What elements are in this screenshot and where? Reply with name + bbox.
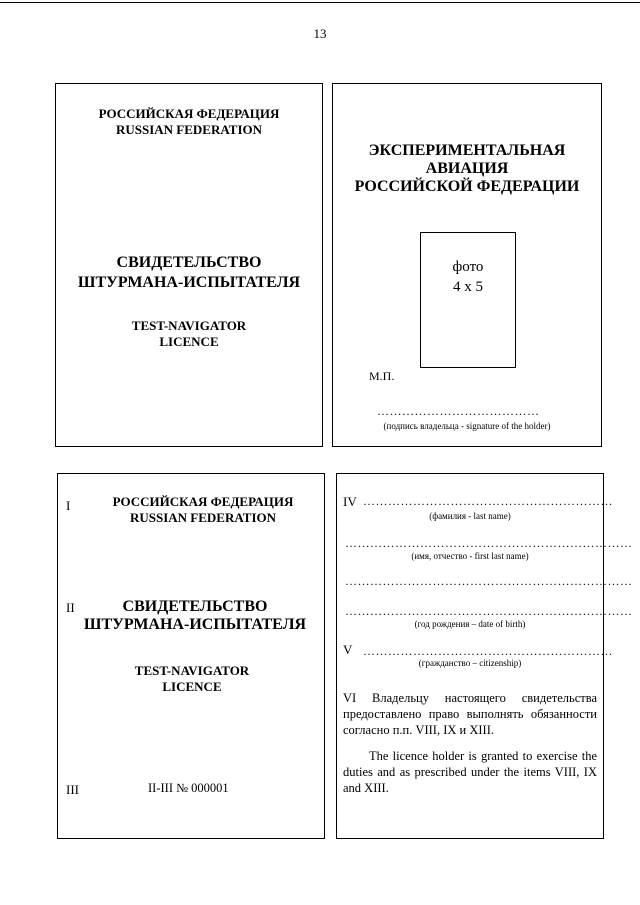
title-en-line2: LICENCE [159, 334, 219, 349]
roman-vi: VI [343, 691, 357, 705]
title-ru-line1: СВИДЕТЕЛЬСТВО [116, 254, 262, 271]
country-en: RUSSIAN FEDERATION [129, 510, 277, 525]
lastname-caption: (фамилия - last name) [429, 511, 511, 521]
signature-caption: (подпись владельца - signature of the holder) [383, 421, 551, 431]
country-ru: РОССИЙСКАЯ ФЕДЕРАЦИЯ [112, 494, 294, 509]
title-ru-line1: СВИДЕТЕЛЬСТВО [122, 598, 268, 615]
roman-v: V [343, 642, 353, 657]
heading-line2: АВИАЦИЯ [425, 160, 509, 177]
heading-line3: РОССИЙСКОЙ ФЕДЕРАЦИИ [354, 178, 580, 195]
stamp-label: М.П. [369, 369, 395, 383]
rights-ru-text: Владельцу настоящего свидетельства предоставлено право выполнять обязанности согласно п.п. VIII, IX и XIII. [343, 691, 597, 737]
extra-line: …………………………………………………………… [345, 574, 633, 588]
photo-size: 4 х 5 [453, 279, 483, 295]
licence-number: II-III № 000001 [148, 781, 229, 795]
lastname-line: …………………………………………………… [363, 494, 613, 508]
cover-panel [55, 83, 323, 447]
page-number: 13 [313, 26, 327, 41]
rights-ru [343, 690, 597, 738]
title-ru-line2: ШТУРМАНА-ИСПЫТАТЕЛЯ [83, 616, 307, 633]
firstname-line: …………………………………………………………… [345, 536, 633, 550]
country-ru: РОССИЙСКАЯ ФЕДЕРАЦИЯ [98, 106, 280, 121]
top-rule [0, 2, 640, 3]
roman-ii: II [66, 600, 75, 615]
title-ru-line2: ШТУРМАНА-ИСПЫТАТЕЛЯ [77, 274, 301, 291]
photo-label: фото [452, 259, 484, 275]
citizenship-caption: (гражданство – citizenship) [418, 658, 522, 668]
dob-line: …………………………………………………………… [345, 604, 633, 618]
title-panel [57, 473, 325, 839]
dob-caption: (год рождения – date of birth) [414, 619, 526, 629]
roman-iv: IV [343, 494, 357, 509]
holder-panel [336, 473, 633, 839]
title-en-line2: LICENCE [162, 679, 222, 694]
roman-i: I [66, 498, 71, 513]
rights-en: The licence holder is granted to exercise the duties and as prescribed under the items VIII, IX and XIII. [343, 749, 597, 795]
citizenship-line: …………………………………………………… [363, 644, 613, 658]
photo-panel [332, 83, 602, 447]
firstname-caption: (имя, отчество - first last name) [411, 551, 529, 561]
roman-iii: III [66, 782, 79, 797]
photo-box [420, 232, 516, 368]
signature-line: ………………………………… [377, 404, 540, 418]
title-en-line1: TEST-NAVIGATOR [134, 663, 250, 678]
heading-line1: ЭКСПЕРИМЕНТАЛЬНАЯ [368, 142, 566, 159]
title-en-line1: TEST-NAVIGATOR [131, 318, 247, 333]
country-en: RUSSIAN FEDERATION [115, 122, 263, 137]
